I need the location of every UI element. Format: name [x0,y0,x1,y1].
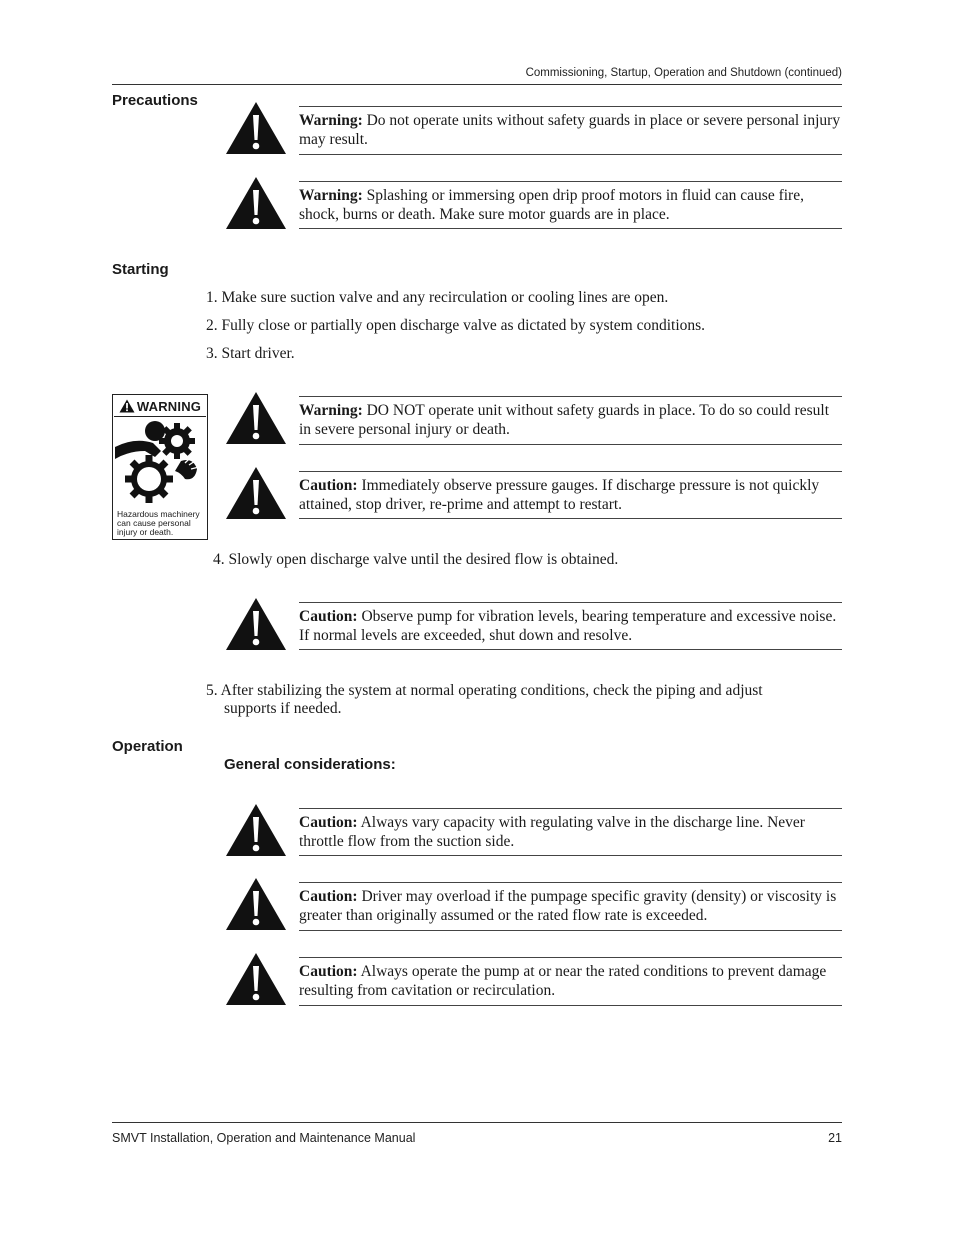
section-heading-precautions: Precautions [112,92,198,109]
notice-label: Caution: [299,608,358,625]
notice-label: Warning: [299,112,363,129]
warning-label-text [117,510,200,537]
warning-triangle-icon [225,877,287,931]
warning-triangle-icon [225,391,287,445]
notice-label: Caution: [299,477,358,494]
notice-label: Warning: [299,187,363,204]
notice-caution-1 [299,471,842,519]
notice-text: Do not operate units without safety guards in place or severe personal injury may result. [299,112,841,148]
notice-text: Driver may overload if the pumpage specific gravity (density) or viscosity is greater than originally assumed or the rated flow rate is exceeded. [299,888,837,924]
footer-rule [112,1122,842,1123]
notice-caution-5 [299,957,842,1006]
notice-text: Always operate the pump at or near the rated conditions to prevent damage resulting from cavitation or recirculation. [299,963,827,999]
notice-caution-3 [299,808,842,856]
notice-label: Caution: [299,888,358,905]
warning-label-title: WARNING [136,398,202,414]
warning-triangle-icon [225,803,287,857]
notice-text: Splashing or immersing open drip proof motors in fluid can cause fire, shock, burns or death. Make sure motor guards are in place. [299,187,804,223]
warning-triangle-icon [225,176,287,230]
step-5-continued: supports if needed. [224,700,342,717]
warning-triangle-icon [225,952,287,1006]
step-4: 4. Slowly open discharge valve until the desired flow is obtained. [213,551,619,568]
warning-triangle-icon [225,101,287,155]
subheading-general-considerations: General considerations: [224,756,396,773]
notice-label: Warning: [299,402,363,419]
notice-text: Observe pump for vibration levels, bearing temperature and excessive noise. If normal levels are exceeded, shut down and resolve. [299,608,837,644]
notice-label: Caution: [299,963,358,980]
step-3: 3. Start driver. [206,345,295,362]
footer-manual-title: SMVT Installation, Operation and Maintenance Manual [112,1131,416,1145]
step-2: 2. Fully close or partially open discharge valve as dictated by system conditions. [206,317,706,334]
section-heading-operation: Operation [112,738,183,755]
warning-triangle-icon [225,466,287,520]
notice-label: Caution: [299,814,358,831]
notice-caution-4 [299,882,842,931]
warning-label-line: Hazardous machinery [117,509,200,519]
warning-label-line: can cause personal [117,518,191,528]
notice-text: Immediately observe pressure gauges. If discharge pressure is not quickly attained, stop driver, re-prime and attempt to restart. [299,477,820,513]
warning-triangle-icon [225,597,287,651]
notice-text: DO NOT operate unit without safety guards in place. To do so could result in severe personal injury or death. [299,402,829,438]
page-number: 21 [828,1131,842,1145]
warning-triangle-icon [119,399,135,413]
step-5: 5. After stabilizing the system at normal operating conditions, check the piping and adjust [206,682,763,699]
hazardous-machinery-gears-icon [115,417,205,509]
notice-warning-1 [299,106,842,155]
header-rule [112,84,842,85]
running-header: Commissioning, Startup, Operation and Shutdown (continued) [525,67,842,79]
warning-label-line: injury or death. [117,527,174,537]
notice-caution-2 [299,602,842,650]
step-1: 1. Make sure suction valve and any recirculation or cooling lines are open. [206,289,669,306]
hazard-warning-label [112,394,208,540]
notice-warning-2 [299,181,842,229]
notice-warning-3 [299,396,842,445]
section-heading-starting: Starting [112,261,169,278]
notice-text: Always vary capacity with regulating valve in the discharge line. Never throttle flow from the suction side. [299,814,805,850]
warning-label-header [114,396,206,417]
